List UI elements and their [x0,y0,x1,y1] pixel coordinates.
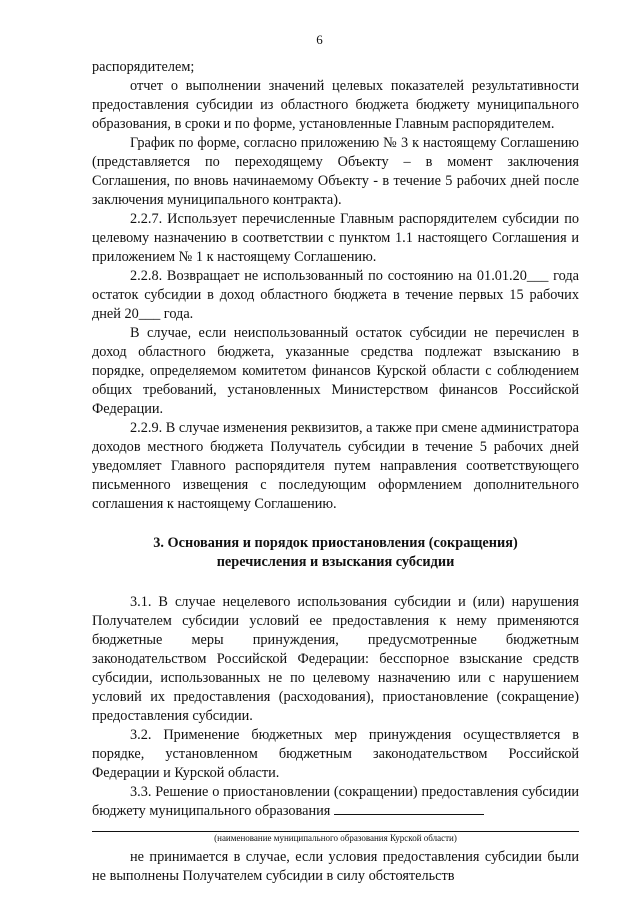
body-paragraph: 2.2.8. Возвращает не использованный по состоянию на 01.01.20___ года остаток субсидии в доход областного бюджета в течение первых 15 рабочих дней 20___ года. [92,268,579,322]
municipality-caption: (наименование муниципального образования Курской области) [214,833,457,843]
section3-paragraph: 3.1. В случае нецелевого использования субсидии и (или) нарушения Получателем субсидии условий ее предоставления к нему применяются бюджетные меры принуждения, предусмотренные бюджетным законодательством Российской Федерации: бесспорное взыскание средств субсидии, использованных не по целевому назначению или с нарушением условий их предоставления (расходования), приостановление (сокращение) предоставления субсидии. [92,594,579,724]
page-number: 6 [316,32,323,47]
paragraphs-after-section [92,593,579,783]
document-body [92,58,579,886]
municipality-name-blank [334,802,484,815]
body-paragraph: 2.2.9. В случае изменения реквизитов, а также при смене администратора доходов местного бюджета Получатель субсидии в течение 5 рабочих дней уведомляет Главного распорядителя путем направления соответствующего письменного извещения с последующим оформлением дополнительного соглашения к настоящему Соглашению. [92,420,579,512]
body-paragraph: График по форме, согласно приложению № 3 к настоящему Соглашению (представляется по переходящему Объекту – в момент заключения Соглашения, по вновь начинаемому Объекту - в течение 5 рабочих дней после заключения муниципального контракта). [92,135,579,208]
body-paragraph: отчет о выполнении значений целевых показателей результативности предоставления субсидии из областного бюджета бюджету муниципального образования, в сроки и по форме, установленные Главным распорядителем. [92,78,579,132]
paragraph-3-3 [92,783,579,821]
section3-paragraph: 3.2. Применение бюджетных мер принуждения осуществляется в порядке, установленном бюджетным законодательством Российской Федерации и Курской области. [92,727,579,781]
signature-separator-line [92,831,579,832]
section-heading-line2: перечисления и взыскания субсидии [216,554,455,570]
body-paragraph: В случае, если неиспользованный остаток субсидии не перечислен в доход областного бюджета, указанные средства подлежат взысканию в порядке, определяемом комитетом финансов Курской области с соблюдением общих требований, установленных Министерством финансов Российской Федерации. [92,325,579,417]
body-paragraph: распорядителем; [92,59,195,75]
body-paragraph: 2.2.7. Использует перечисленные Главным распорядителем субсидии по целевому назначению в соответствии с пунктом 1.1 настоящего Соглашения и приложением № 1 к настоящему Соглашению. [92,211,579,265]
final-paragraph: не принимается в случае, если условия предоставления субсидии были не выполнены Получателем субсидии в силу обстоятельств [92,849,579,884]
section-heading [92,534,579,572]
paragraphs-before-section [92,58,579,514]
section-heading-line1: 3. Основания и порядок приостановления (сокращения) [153,535,518,551]
paragraph-3-3-text: 3.3. Решение о приостановлении (сокращении) предоставления субсидии бюджету муниципального образования [92,784,579,819]
